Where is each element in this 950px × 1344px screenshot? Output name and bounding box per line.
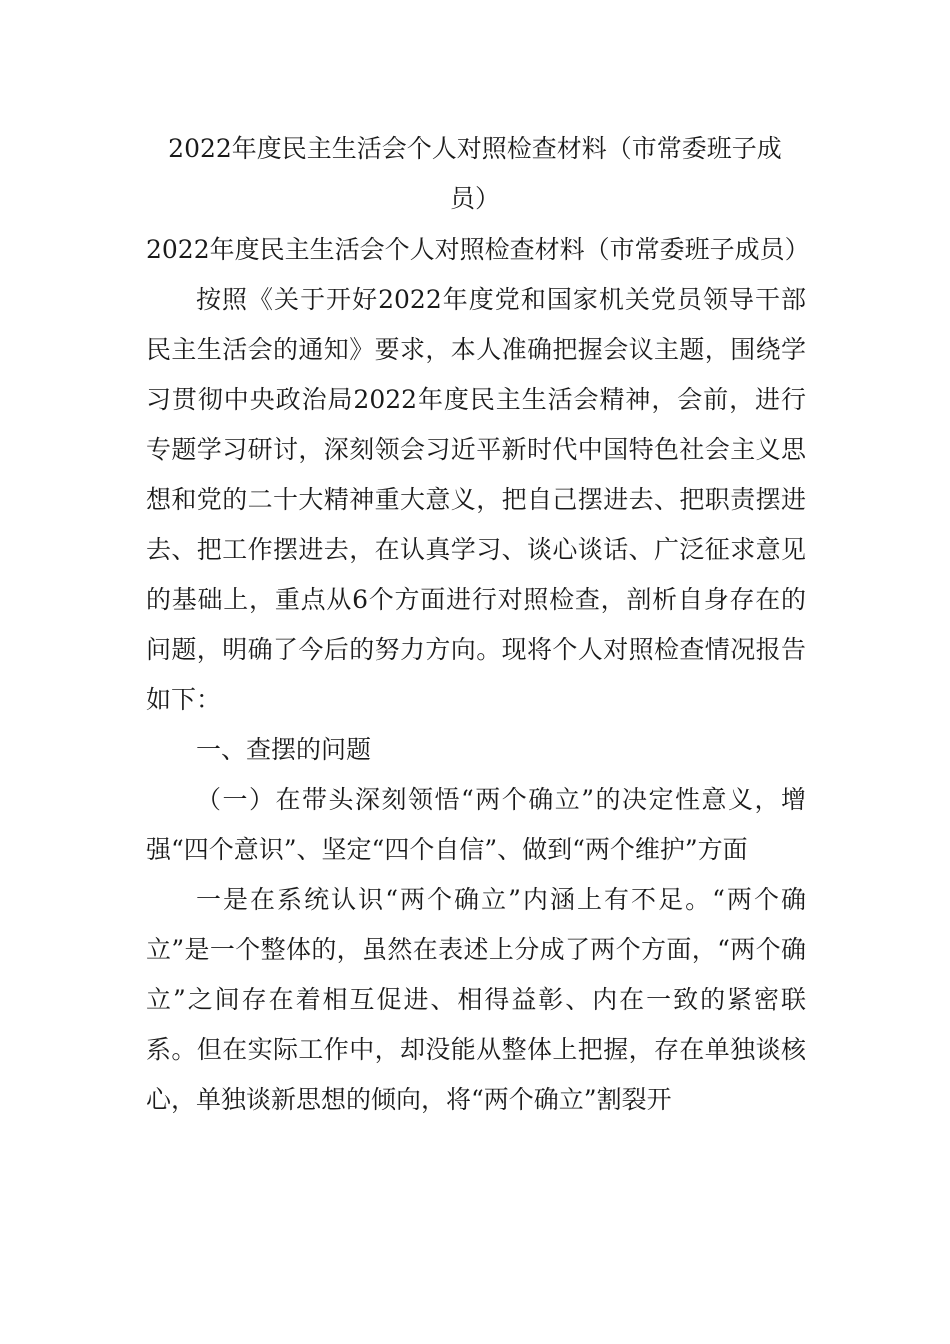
document-title: 2022年度民主生活会个人对照检查材料（市常委班子成员） — [168, 134, 782, 213]
section-heading: 一、查摆的问题 — [196, 735, 372, 764]
intro-paragraph: 按照《关于开好2022年度党和国家机关党员领导干部民主生活会的通知》要求，本人准确把握会议主题，围绕学习贯彻中央政治局2022年度民主生活会精神，会前，进行专题学习研讨，深刻领会习近平新时代中国特色社会主义思想和党的二十大精神重大意义，把自己摆进去、把职责摆进去、把工作摆进去，在认真学习、谈心谈话、广泛征求意见的基础上，重点从6个方面进行对照检查，剖析自身存在的问题，明确了今后的努力方向。现将个人对照检查情况报告如下： — [146, 285, 806, 714]
document-body — [146, 225, 810, 1125]
repeated-title-paragraph: 2022年度民主生活会个人对照检查材料（市常委班子成员） — [146, 235, 810, 264]
subsection-heading: （一）在带头深刻领悟“两个确立”的决定性意义，增强“四个意识”、坚定“四个自信”、做到“两个维护”方面 — [146, 785, 806, 864]
body-paragraph: 一是在系统认识“两个确立”内涵上有不足。“两个确立”是一个整体的，虽然在表述上分成了两个方面，“两个确立”之间存在着相互促进、相得益彰、内在一致的紧密联系。但在实际工作中，却没能从整体上把握，存在单独谈核心，单独谈新思想的倾向，将“两个确立”割裂开 — [146, 885, 806, 1114]
